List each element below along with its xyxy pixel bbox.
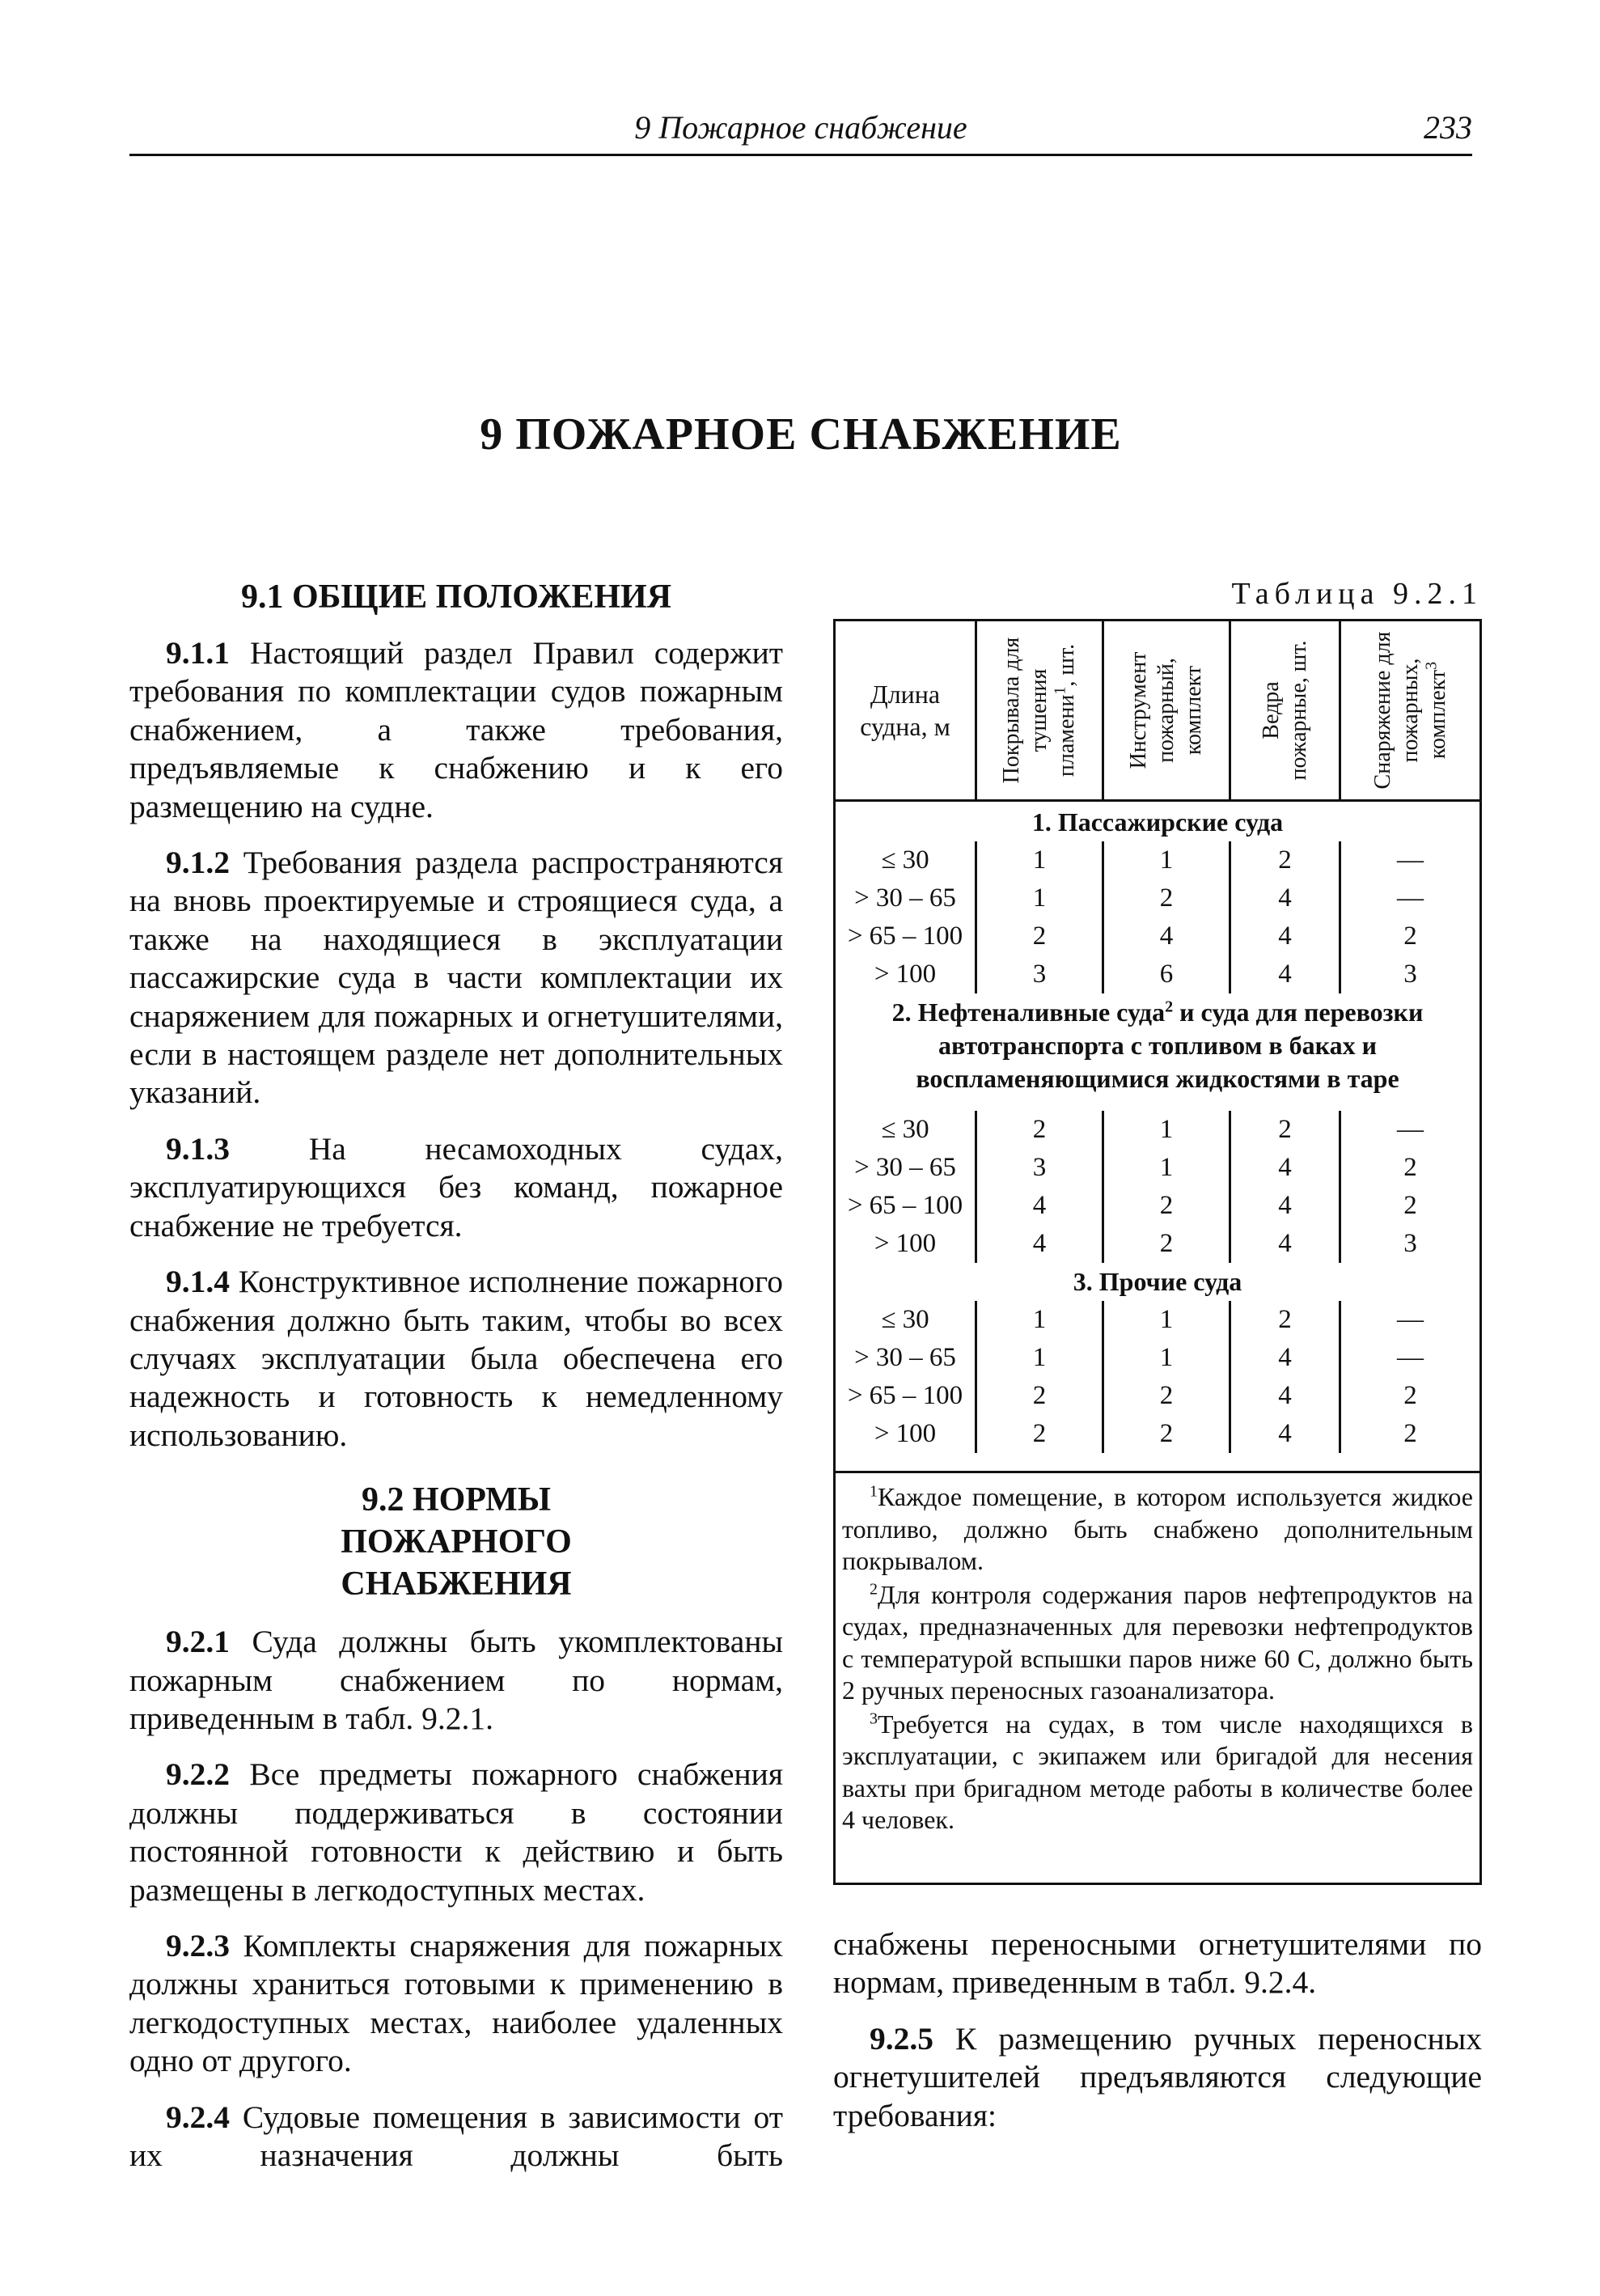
table-row: > 65 – 100 2 4 4 2 — [836, 917, 1479, 955]
section-heading-9-2: 9.2 НОРМЫ ПОЖАРНОГО СНАБЖЕНИЯ — [341, 1481, 572, 1603]
table-row: > 100 4 2 4 3 — [836, 1225, 1479, 1263]
running-header-title: 9 Пожарное снабжение — [634, 109, 967, 146]
paragraph-9-1-2: 9.1.2 Требования раздела распространяются на вновь проектируемые и строящиеся суда, а также на находящиеся в эксплуатации пассажирские суда в части комплектации их снаряжением для пожарных и огнетушителями, если в настоящем разделе нет дополнительных указаний. — [129, 845, 783, 1111]
table-caption: Таблица 9.2.1 — [1231, 577, 1483, 611]
table-row: > 65 – 100 4 2 4 2 — [836, 1187, 1479, 1225]
group-title: 1. Пассажирские суда — [1031, 807, 1284, 837]
table-row: > 30 – 65 1 2 4 — — [836, 879, 1479, 917]
table-row: ≤ 30 1 1 2 — — [836, 1301, 1479, 1339]
paragraph-9-2-3: 9.2.3 Комплекты снаряжения для пожарных должны храниться готовыми к применению в легкодоступных местах, наиболее удаленных одно от другого. — [129, 1927, 783, 2079]
group-title: 3. Прочие суда — [1073, 1267, 1242, 1296]
left-column — [129, 576, 783, 2192]
table-row: ≤ 30 2 1 2 — — [836, 1111, 1479, 1149]
table-row: > 100 2 2 4 2 — [836, 1415, 1479, 1453]
paragraph-9-2-4: 9.2.4 Судовые помещения в зависимости от их назначения должны быть — [129, 2099, 783, 2173]
chapter-title: 9 ПОЖАРНОЕ СНАБЖЕНИЕ — [480, 409, 1122, 460]
paragraph-9-2-5: 9.2.5 К размещению ручных переносных огнетушителей предъявляются следующие требования: — [833, 2020, 1482, 2133]
paragraph-9-2-2: 9.2.2 Все предметы пожарного снабжения должны поддерживаться в состоянии постоянной готовности к действию и быть размещены в легкодоступных местах. — [129, 1756, 783, 1908]
header-firefighter-gear: Снаряжение для пожарных, комплект$^3$ — [1339, 621, 1479, 799]
table-footnotes — [836, 1471, 1479, 1838]
header-fire-tools: Инструмент пожарный, комплект — [1102, 621, 1229, 799]
paragraph-9-1-3: 9.1.3 На несамоходных судах, эксплуатирующихся без команд, пожарное снабжение не требуется. — [129, 1130, 783, 1243]
section-heading-9-1: 9.1 ОБЩИЕ ПОЛОЖЕНИЯ — [240, 578, 672, 616]
right-column — [833, 1925, 1482, 2153]
page-number: 233 — [1424, 109, 1472, 146]
table-row: ≤ 30 1 1 2 — — [836, 841, 1479, 879]
footnote-1: $^1$Каждое помещение, в котором используется жидкое топливо, должно быть снабжено дополнительным покрывалом. — [842, 1482, 1473, 1575]
table-row: > 65 – 100 2 2 4 2 — [836, 1377, 1479, 1415]
paragraph-9-1-4: 9.1.4 Конструктивное исполнение пожарного снабжения должно быть таким, чтобы во всех случаях эксплуатации была обеспечена его надежность и готовность к немедленному использованию. — [129, 1264, 783, 1453]
paragraph-9-1-1: 9.1.1 Настоящий раздел Правил содержит требования по комплектации судов пожарным снабжением, а также требования, предъявляемые к снабжению и к его размещению на судне. — [129, 635, 783, 824]
paragraph-continuation: снабжены переносными огнетушителями по нормам, приведенным в табл. 9.2.4. — [833, 1926, 1482, 2001]
footnote-3: $^3$Требуется на судах, в том числе находящихся в эксплуатации, с экипажем или бригадой для несения вахты при бригадном методе работы в количестве более 4 человек. — [842, 1709, 1473, 1834]
paragraph-9-2-1: 9.2.1 Суда должны быть укомплектованы пожарным снабжением по нормам, приведенным в табл. 9.2.1. — [129, 1624, 783, 1736]
table-header — [836, 621, 1479, 802]
group-title: 2. Нефтеналивные суда$^2$ и суда для перевозки автотранспорта с топливом в баках и воспламеняющимися жидкостями в таре — [891, 998, 1424, 1093]
running-header — [129, 105, 1472, 156]
table-row: > 30 – 65 3 1 4 2 — [836, 1149, 1479, 1187]
table-9-2-1 — [833, 619, 1482, 1885]
header-fire-buckets: Ведра пожарные, шт. — [1229, 621, 1339, 799]
header-ship-length: Длина судна, м — [860, 680, 950, 741]
table-row: > 100 3 6 4 3 — [836, 955, 1479, 993]
header-blankets: Покрывала для тушения пламени$^1$, шт. — [975, 621, 1102, 799]
table-row: > 30 – 65 1 1 4 — — [836, 1339, 1479, 1377]
footnote-2: $^2$Для контроля содержания паров нефтепродуктов на судах, предназначенных для перевозки нефтепродуктов с температурой вспышки паров ниже 60 С, должно быть 2 ручных переносных газоанализатора. — [842, 1579, 1473, 1705]
